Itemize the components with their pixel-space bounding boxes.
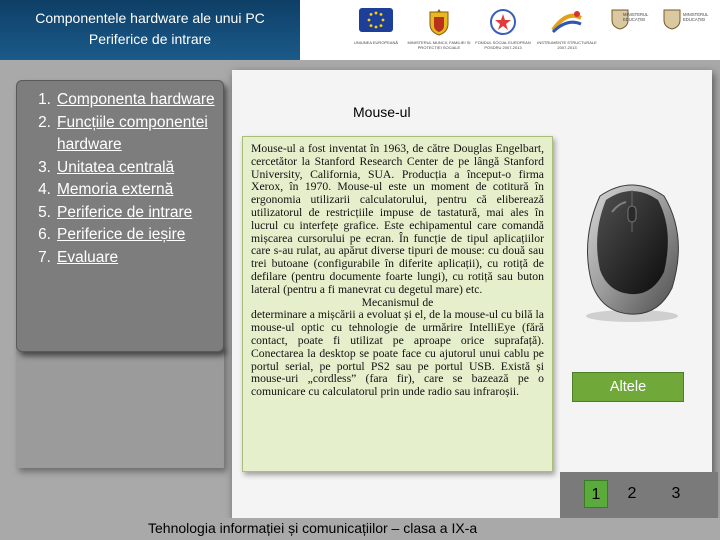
education-caption: MINISTERUL EDUCAȚIEI — [623, 12, 649, 22]
menu-item-periferice-intrare[interactable] — [27, 202, 217, 225]
page-3-button[interactable]: 3 — [671, 485, 681, 502]
title-line-2: Periferice de intrare — [88, 31, 212, 47]
content-heading: Mouse-ul — [353, 104, 411, 120]
menu-item-componenta-hardware[interactable] — [27, 89, 217, 112]
menu-item-number: 3. — [38, 158, 51, 176]
eu-flag-icon — [345, 6, 407, 58]
menu-link[interactable]: Periferice de intrare — [57, 203, 193, 221]
structural-caption: INSTRUMENTE STRUCTURALE 2007-2013 — [537, 40, 597, 50]
menu-item-number: 2. — [38, 113, 51, 131]
fse-logo-icon — [471, 6, 535, 58]
menu-link[interactable]: Periferice de ieșire — [57, 226, 186, 243]
menu-link[interactable]: Memoria externă — [57, 181, 174, 198]
menu-item-number: 1. — [38, 91, 51, 108]
sponsor-logos — [345, 6, 717, 58]
ministry-caption: MINISTERUL MUNCII, FAMILIEI ȘI PROTECȚIEI SOCIALE — [407, 40, 471, 50]
research-caption: MINISTERUL EDUCAȚIEI — [683, 12, 709, 22]
eu-caption: UNIUNEA EUROPEANĂ — [353, 40, 398, 45]
menu-item-number: 5. — [38, 203, 51, 221]
menu-item-functiile[interactable] — [27, 112, 217, 157]
navigation-menu — [16, 80, 224, 352]
presentation-title — [0, 0, 300, 60]
menu-link[interactable]: Evaluare — [57, 248, 119, 266]
altele-button[interactable]: Altele — [572, 372, 684, 402]
paragraph-2: determinare a mișcării a evoluat și el, de la mouse-ul cu bilă la mouse-ul optic cu tehnologie de urmărire IntelliEye (fără contact, poate fi utilizat pe aproape orice suprafață). Conectarea la desktop se poate face cu ajutorul unui cablu pe portul serial, pe portul PS2 sau pe portul USB. Există și mouse-uri „cordless” (fara fir), care se bazează pe o comunicare cu calculatorul prin unde radio sau infraroșii. — [251, 308, 544, 399]
menu-item-number: 4. — [38, 181, 51, 198]
menu-item-periferice-iesire[interactable] — [27, 224, 217, 247]
menu-panel-lower — [16, 346, 224, 468]
menu-item-memoria-externa[interactable] — [27, 179, 217, 202]
menu-link[interactable]: Componenta hardware — [57, 91, 215, 108]
menu-item-evaluare[interactable] — [27, 247, 217, 270]
paragraph-1: Mouse-ul a fost inventat în 1963, de către Douglas Engelbart, cercetător la Stanford Research Center de pe lângă Stanford University, California, SUA. Producția a început-o firma Xerox, în 1970. Mouse-ul este un moment de cotitură în ergonomia utilizarii calculatorului, pentru că eliberează utilizatorul de restricțiile impuse de tastatură, mai ales în lucrul cu interfețe grafice. Este echipamentul care comandă mișcarea cursorului pe ecran. În funcție de tipul aplicațiilor care s-au rulat, au apărut diverse tipuri de mouse: cu două sau trei butoane (configurabile în diferite aplicații), cu rotiță de defilare (pentru documente foarte lungi), cu rotiță sau buton lateral (pentru a fi manevrat cu degetul mare) etc. — [251, 142, 544, 296]
romania-coat-of-arms-icon — [407, 6, 471, 58]
ministry-research-icon — [659, 6, 717, 58]
menu-item-number: 6. — [38, 226, 51, 243]
page-2-button[interactable]: 2 — [627, 485, 637, 502]
menu-item-unitatea-centrala[interactable] — [27, 157, 217, 180]
title-line-1: Componentele hardware ale unui PC — [35, 10, 265, 26]
computer-mouse-icon — [560, 176, 702, 326]
menu-item-number: 7. — [38, 248, 51, 266]
menu-link[interactable]: Unitatea centrală — [57, 158, 175, 176]
fse-caption: FONDUL SOCIAL EUROPEAN POSDRU 2007-2013 — [475, 40, 531, 50]
footer-bar — [0, 518, 720, 540]
page-1-button[interactable]: 1 — [584, 480, 608, 508]
menu-link[interactable]: Funcțiile componentei hardware — [57, 113, 208, 153]
paragraph-2-heading: Mecanismul de — [361, 295, 434, 309]
ministry-education-icon — [599, 6, 657, 58]
footer-text: Tehnologia informației și comunicațiilor – clasa a IX-a — [148, 520, 478, 536]
description-textbox — [242, 136, 553, 472]
structural-instruments-icon — [535, 6, 599, 58]
